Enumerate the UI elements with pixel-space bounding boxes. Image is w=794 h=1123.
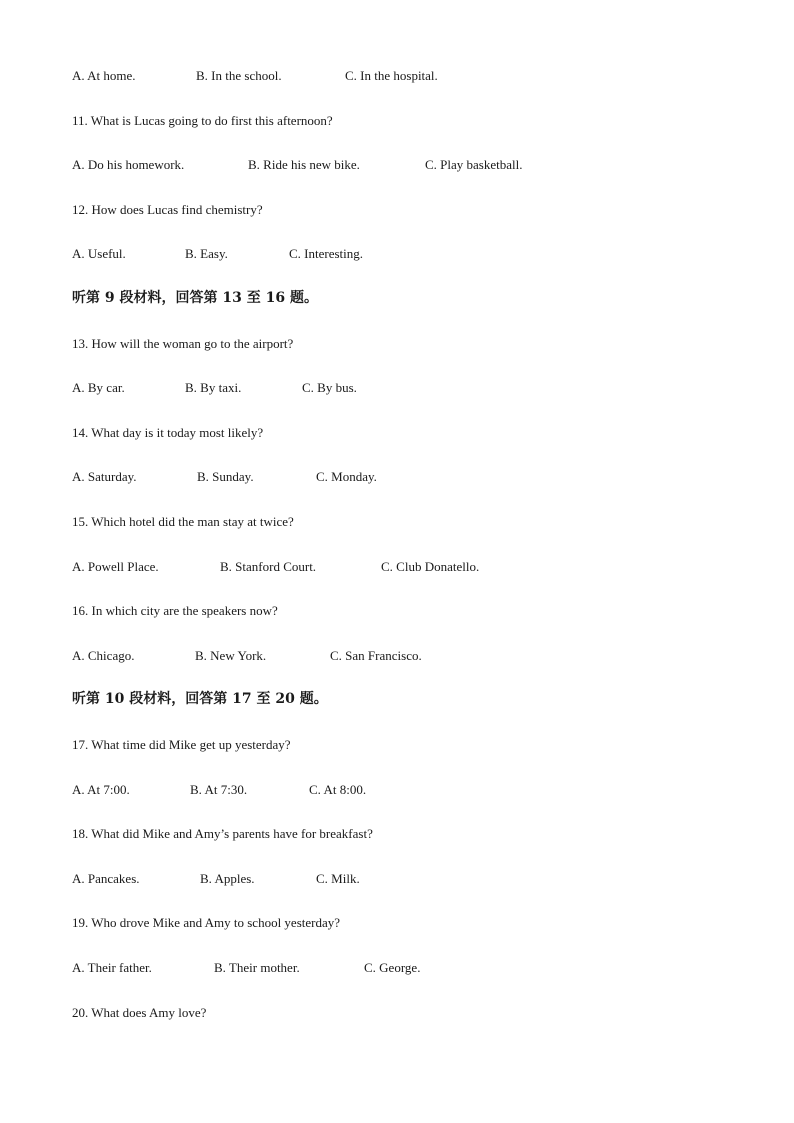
option-c: C. Interesting.: [289, 246, 364, 261]
question-text: 15. Which hotel did the man stay at twice?: [72, 514, 294, 529]
option-b: B. Apples.: [200, 871, 255, 886]
question-text: 20. What does Amy love?: [72, 1005, 207, 1020]
option-b: B. Easy.: [185, 246, 228, 261]
option-a: A. By car.: [72, 380, 125, 395]
question-text: 16. In which city are the speakers now?: [72, 603, 278, 618]
option-b: B. At 7:30.: [190, 782, 248, 797]
section-heading: 听第 9 段材料，回答第 13 至 16 题。: [72, 290, 318, 306]
question-text: 12. How does Lucas find chemistry?: [72, 202, 263, 217]
option-c: C. Play basketball.: [425, 157, 523, 172]
option-b: B. Ride his new bike.: [248, 157, 360, 172]
option-c: C. At 8:00.: [309, 782, 367, 797]
option-c: C. By bus.: [302, 380, 357, 395]
question-text: 17. What time did Mike get up yesterday?: [72, 737, 291, 752]
option-b: B. New York.: [195, 648, 267, 663]
option-c: C. San Francisco.: [330, 648, 422, 663]
option-c: C. Monday.: [316, 469, 377, 484]
option-a: A. At home.: [72, 68, 136, 83]
option-a: A. Their father.: [72, 960, 152, 975]
option-c: C. Club Donatello.: [381, 559, 480, 574]
option-a: A. Chicago.: [72, 648, 135, 663]
question-text: 19. Who drove Mike and Amy to school yesterday?: [72, 915, 341, 930]
option-c: C. George.: [364, 960, 421, 975]
option-b: B. Their mother.: [214, 960, 300, 975]
option-b: B. By taxi.: [185, 380, 242, 395]
question-text: 18. What did Mike and Amy’s parents have for breakfast?: [72, 826, 373, 841]
option-a: A. Do his homework.: [72, 157, 185, 172]
option-b: B. Sunday.: [197, 469, 254, 484]
option-a: A. Powell Place.: [72, 559, 159, 574]
option-a: A. Useful.: [72, 246, 126, 261]
question-text: 13. How will the woman go to the airport?: [72, 336, 294, 351]
option-a: A. Saturday.: [72, 469, 137, 484]
section-heading: 听第 10 段材料，回答第 17 至 20 题。: [72, 691, 328, 707]
option-a: A. Pancakes.: [72, 871, 140, 886]
question-text: 11. What is Lucas going to do first this afternoon?: [72, 113, 333, 128]
option-b: B. Stanford Court.: [220, 559, 317, 574]
option-a: A. At 7:00.: [72, 782, 130, 797]
option-c: C. In the hospital.: [345, 68, 438, 83]
option-b: B. In the school.: [196, 68, 282, 83]
question-text: 14. What day is it today most likely?: [72, 425, 264, 440]
option-c: C. Milk.: [316, 871, 360, 886]
